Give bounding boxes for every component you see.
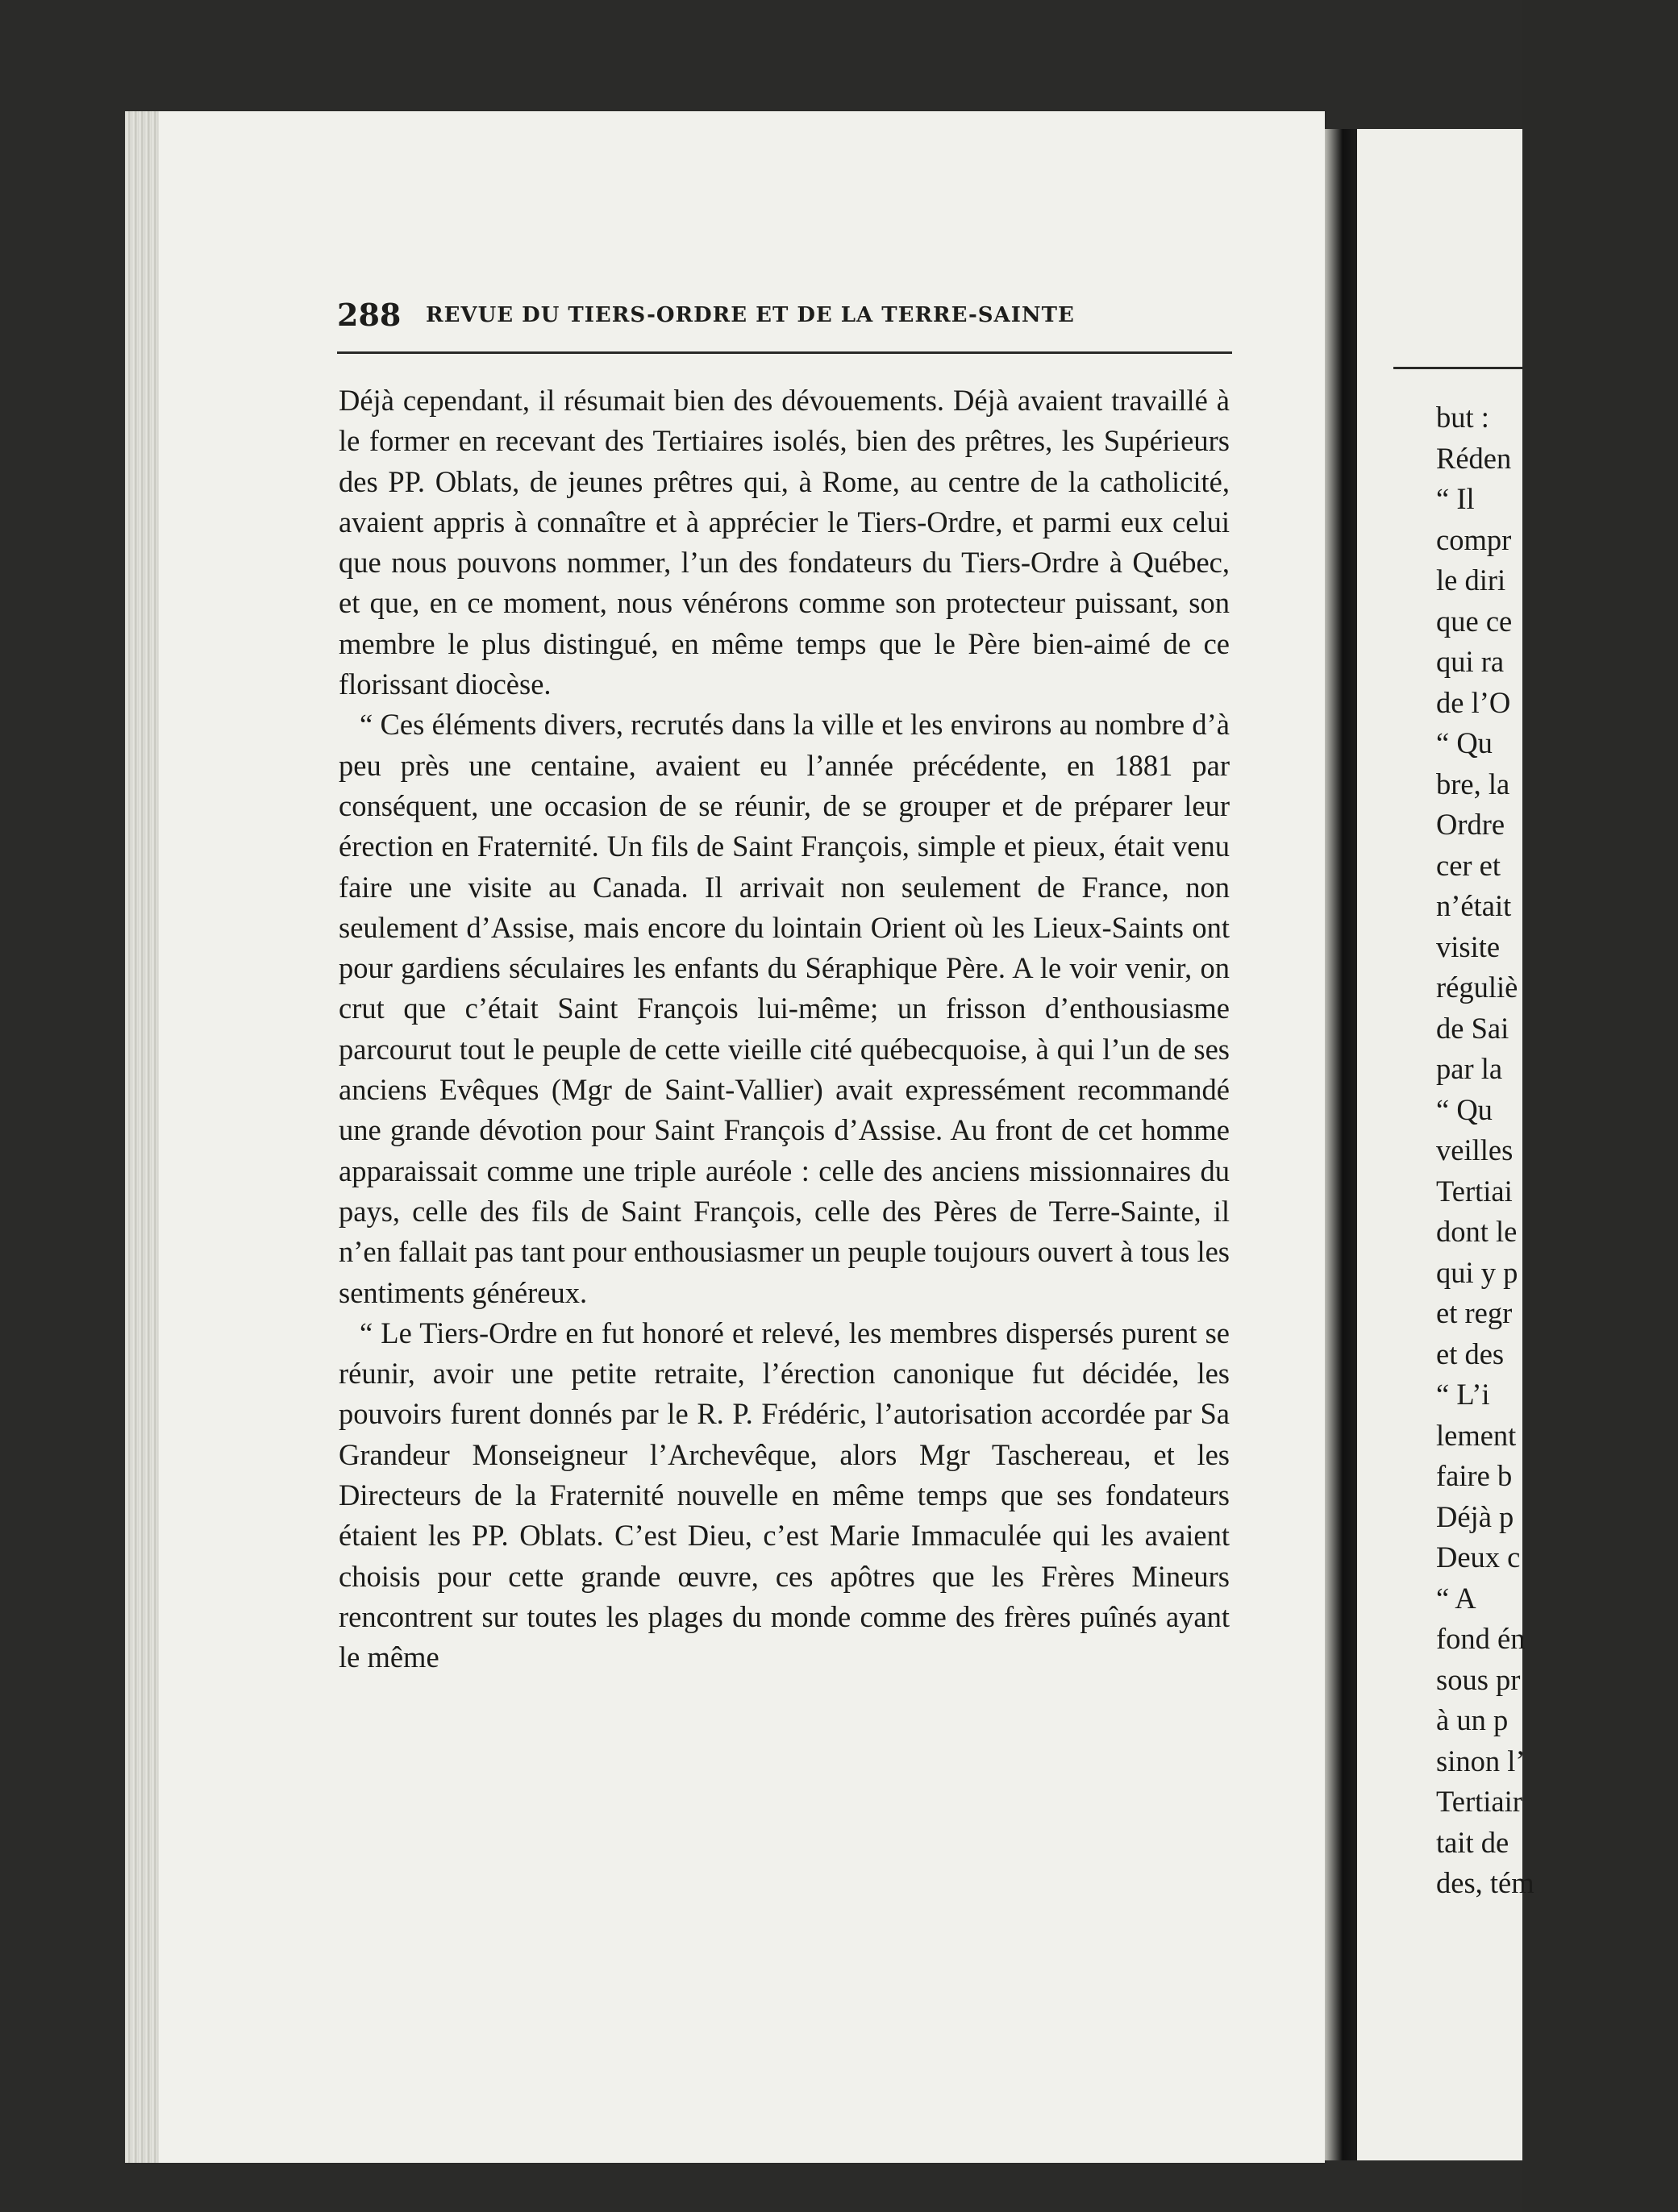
right-page-line: le diri [1436,563,1506,597]
right-page-line: Tertiair [1436,1785,1522,1818]
right-page-cropped [1357,129,1534,2160]
right-page-line: “ Qu [1436,1092,1493,1126]
right-page-line: sous pr [1436,1662,1521,1696]
right-page-text [1436,397,1678,1904]
book-gutter [1325,129,1357,2160]
right-page-line: “ L’i [1436,1378,1490,1411]
right-page-line: veilles [1436,1133,1514,1166]
right-page-line: et des [1436,1337,1505,1370]
right-page-line: qui y p [1436,1255,1518,1289]
paragraph-2: “ Ces éléments divers, recrutés dans la ville et les environs au nombre d’à peu près une centaine, avaient eu l’année précédente, en 1881 par conséquent, une occasion de se réunir, de se grouper et de préparer leur érection en Fraternité. Un fils de Saint François, simple et pieux, était venu faire une visite au Canada. Il arrivait non seulement de France, non seulement d’Assise, mais encore du lointain Orient où les Lieux-Saints ont pour gardiens séculaires les enfants du Séraphique Père. A le voir venir, on crut que c’était Saint François lui-même; un frisson d’enthousiasme parcourut tout le peuple de cette vieille cité québecquoise, à qui l’un de ses anciens Evêques (Mgr de Saint-Vallier) avait expressément recommandé une grande dévotion pour Saint François d’Assise. Au front de cet homme apparaissait comme une triple auréole : celle des anciens missionnaires du pays, celle des fils de Saint François, celle des Pères de Terre-Sainte, il n’en fallait pas tant pour enthousiasmer un peuple toujours ouvert à tous les sentiments généreux. [339,708,1230,1309]
right-page-line: à un p [1436,1703,1509,1736]
body-text [339,380,1230,1678]
right-header-rule [1393,367,1530,369]
page-header [337,297,1232,337]
right-page-line: bre, la [1436,767,1510,800]
right-page-line: fond én [1436,1622,1526,1655]
header-rule [337,351,1232,354]
right-page-line: dont le [1436,1215,1518,1248]
right-page-line: Ordre [1436,808,1505,841]
paragraph-1: Déjà cependant, il résumait bien des dévouements. Déjà avaient travaillé à le former en recevant des Tertiaires isolés, bien des prêtres, les Supérieurs des PP. Oblats, de jeunes prêtres qui, à Rome, au centre de la catholicité, avaient appris à connaître et à apprécier le Tiers-Ordre, et parmi eux celui que nous pouvons nommer, l’un des fondateurs du Tiers-Ordre à Québec, et que, en ce moment, nous vénérons comme son protecteur puissant, son membre le plus distingué, en même temps que le Père bien-aimé de ce florissant diocèse. [339,384,1230,701]
right-page-line: que ce [1436,604,1513,638]
right-page-line: faire b [1436,1459,1513,1492]
right-page-line: sinon l’ [1436,1744,1526,1778]
right-page-line: des, tém [1436,1866,1534,1899]
page-stack-edge [125,111,159,2163]
right-page-line: Déjà p [1436,1499,1514,1533]
right-page-line: réguliè [1436,971,1518,1004]
right-page-line: de l’O [1436,685,1511,719]
right-page-line: visite [1436,929,1501,963]
right-page-line: cer et [1436,848,1501,882]
right-page-line: de Sai [1436,1011,1509,1045]
right-page-line: “ Il [1436,482,1475,515]
right-page-line: Tertiai [1436,1174,1513,1208]
right-page-line: par la [1436,1052,1503,1085]
right-page-line: et regr [1436,1296,1513,1329]
right-page-line: Deux c [1436,1540,1521,1574]
right-page-line: but : [1436,401,1489,434]
right-page-line: tait de [1436,1825,1509,1859]
right-page-line: compr [1436,522,1512,556]
right-page-line: “ Qu [1436,726,1493,759]
right-page-line: lement [1436,1418,1517,1452]
page-number: 288 [337,297,402,333]
running-title: REVUE DU TIERS-ORDRE ET DE LA TERRE-SAINTE [426,303,1075,327]
right-page-line: Réden [1436,441,1512,475]
right-page-line: qui ra [1436,645,1505,678]
paragraph-3: “ Le Tiers-Ordre en fut honoré et relevé, les membres dispersés purent se réunir, avoir une petite retraite, l’érection canonique fut décidée, les pouvoirs furent donnés par le R. P. Frédéric, l’autorisation accordée par Sa Grandeur Monseigneur l’Archevêque, alors Mgr Taschereau, et les Directeurs de la Fraternité nouvelle en même temps que ses fondateurs étaient les PP. Oblats. C’est Dieu, c’est Marie Immaculée qui les avaient choisis pour cette grande œuvre, ces apôtres que les Frères Mineurs rencontrent sur toutes les plages du monde comme des frères puînés ayant le même [339,1316,1230,1674]
right-page-line: n’était [1436,889,1512,922]
right-page-line: “ A [1436,1581,1476,1615]
